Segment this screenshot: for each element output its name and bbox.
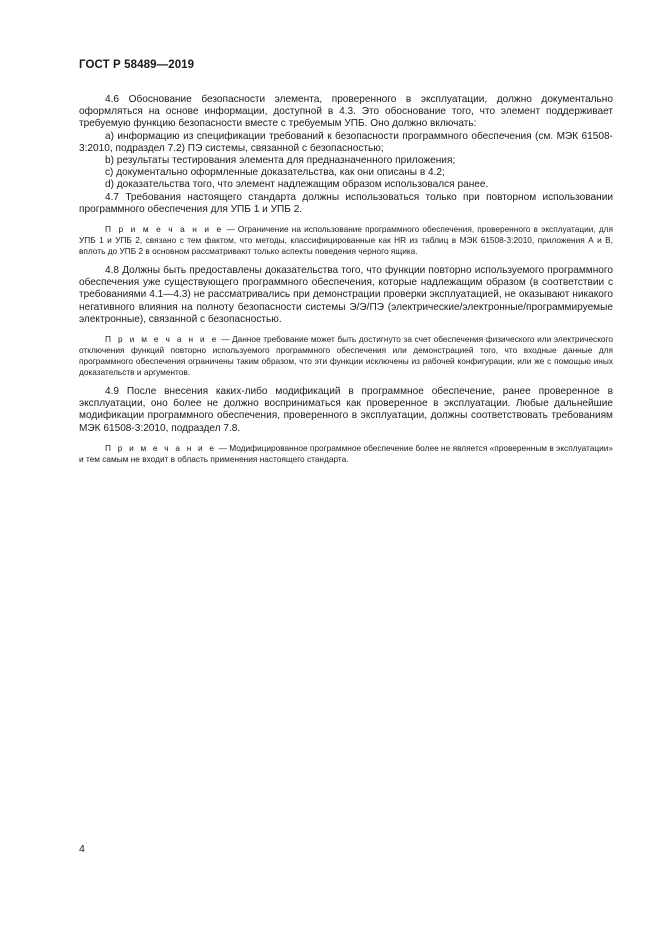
note-label: П р и м е ч а н и е [105,334,219,345]
section-4-6-item-c: c) документально оформленные доказательства, как они описаны в 4.2; [105,167,445,179]
note-text: — Ограничение на использование программного обеспечения, проверенного в эксплуатации, для УПБ 1 и УПБ 2, связано с тем фактом, что методы, классифицированные как HR из таблиц в МЭК 61508-3:2010, приложения А и В, вплоть до УПБ 2 в основном рассматривают только аспекты поведения черного ящика. [79,224,613,257]
section-4-7-text: 4.7 Требования настоящего стандарта должны использоваться только при повторном использовании программного обеспечения для УПБ 1 и УПБ 2. [79,191,613,215]
section-4-6-item-a: а) информацию из спецификации требований к безопасности программного обеспечения (см. МЭК 61508-3:2010, подраздел 7.2) ПЭ системы, связанной с безопасностью; [79,130,613,154]
section-4-6-text: 4.6 Обоснование безопасности элемента, проверенного в эксплуатации, должно документально оформляться на основе информации, доступной в 4.3. Это обоснование того, что элемент поддерживает требуемую функцию безопасности вместе с требуемым УПБ. Оно должно включать: [79,94,613,130]
document-body [79,94,613,465]
page-number: 4 [79,843,85,855]
section-4-9-note [79,443,613,465]
section-4-6-item-d: d) доказательства того, что элемент надлежащим образом использовался ранее. [105,179,489,191]
section-4-8-text: 4.8 Должны быть предоставлены доказательства того, что функции повторно используемого программного обеспечения уже существующего программного обеспечения, которые надлежащим образом (в соответствии с требованиями 4.1—4.3) не рассматривались при демонстрации проверки эксплуатацией, не оказывают никакого негативного влияния на полноту безопасности системы Э/Э/ПЭ (электрические/электронные/программируемые электронные), связанной с безопасностью. [79,265,613,325]
section-4-6-item-b: b) результаты тестирования элемента для предназначенного приложения; [105,155,456,167]
note-text: — Модифицированное программное обеспечение более не является «проверенным в эксплуатации» и тем самым не входит в область применения настоящего стандарта. [79,442,613,464]
note-text: — Данное требование может быть достигнуто за счет обеспечения физического или электрического отключения функций повторно используемого программного обеспечения или демонстрацией того, что входные данные для программного обеспечения ограничены таким образом, что эти функции исключены из рабочей конфигурации, или же с помощью иных доказательств и аргументов. [79,334,613,378]
note-label: П р и м е ч а н и е [105,442,217,453]
section-4-8-note [79,334,613,378]
note-label: П р и м е ч а н и е [105,224,224,235]
section-4-7-note [79,224,613,257]
section-4-9-text: 4.9 После внесения каких-либо модификаций в программное обеспечение, ранее проверенное в эксплуатации, оно более не должно восприниматься как проверенное в эксплуатации. Любые дальнейшие модификации программного обеспечения, проверенного в эксплуатации, должны соответствовать требованиям МЭК 61508-3:2010, подраздел 7.8. [79,386,613,434]
document-header-code: ГОСТ Р 58489—2019 [79,59,195,71]
